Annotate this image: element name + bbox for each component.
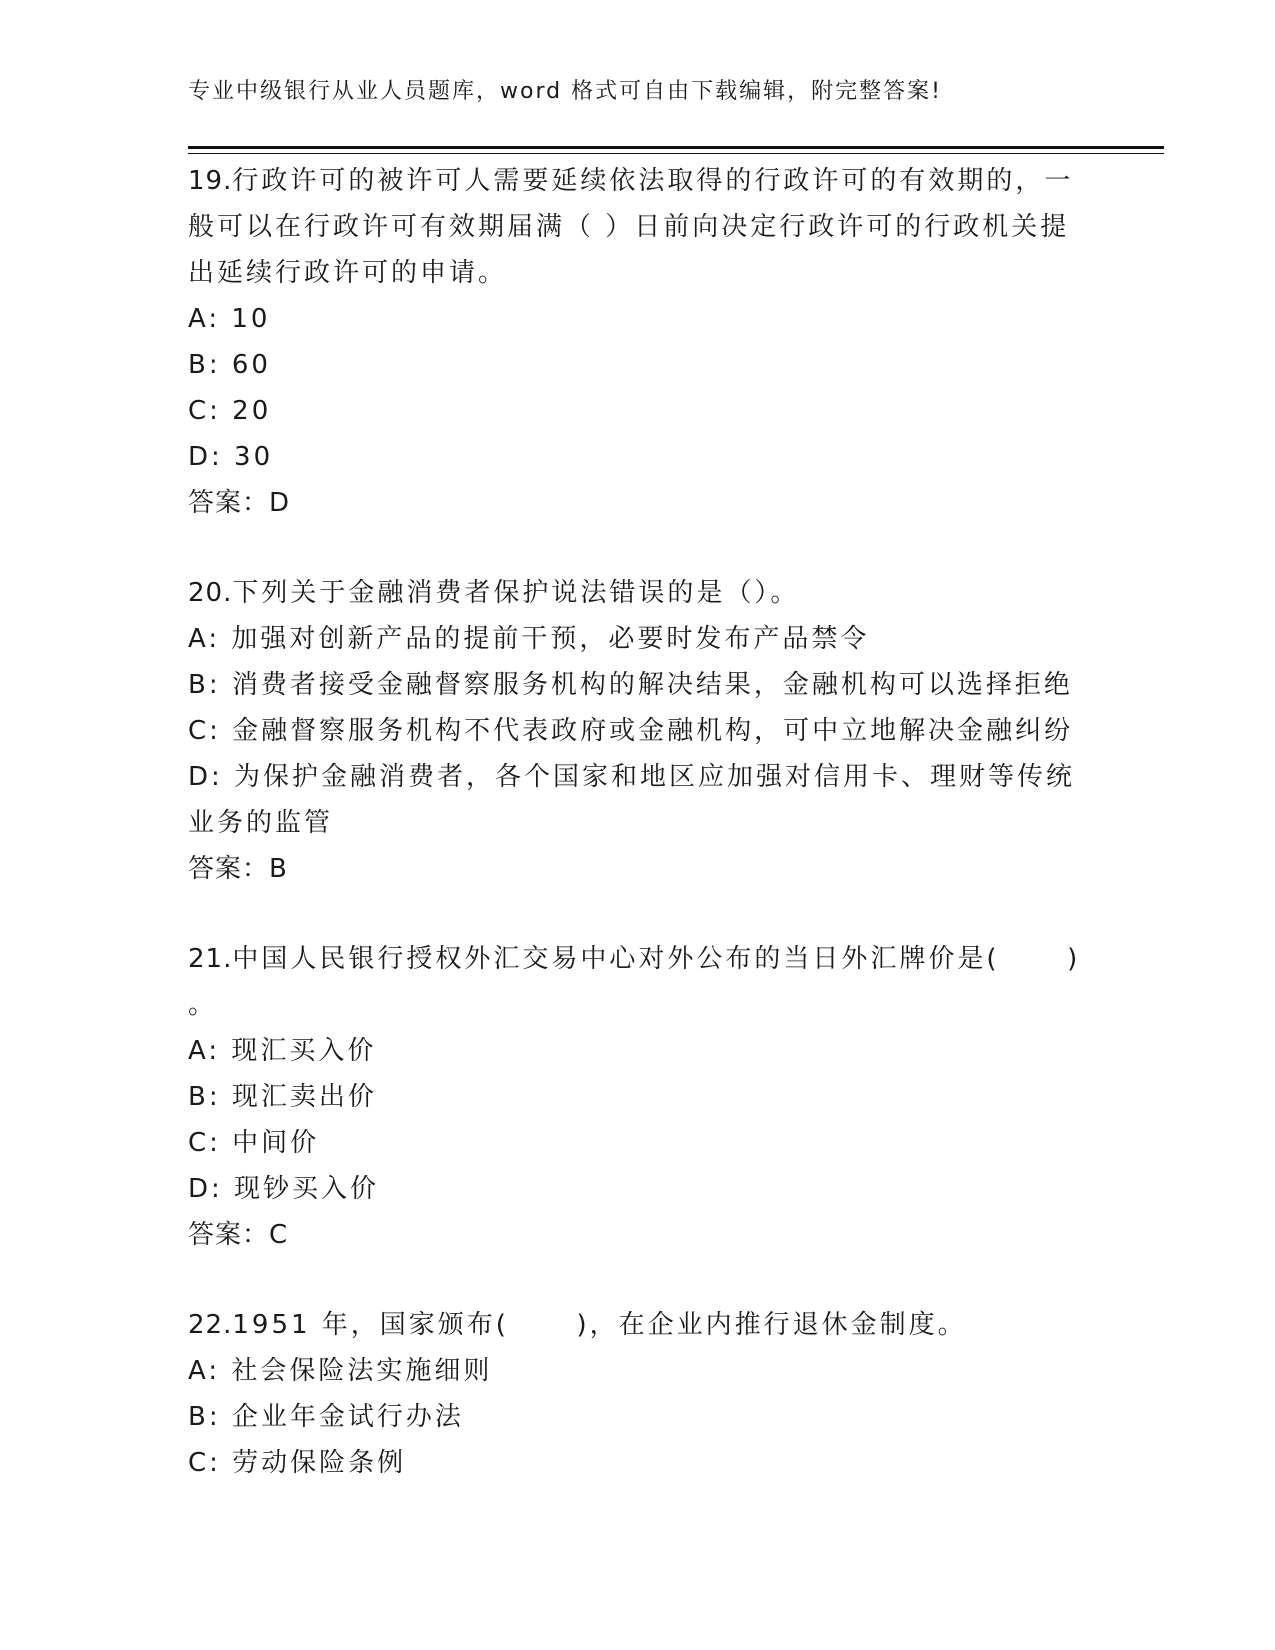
answer-line: [188, 846, 1088, 892]
option-c: C: 劳动保险条例: [188, 1448, 407, 1478]
question-stem-line: 出延续行政许可的申请。: [188, 258, 508, 288]
option-d: D: 30: [188, 442, 274, 472]
option-b: B: 现汇卖出价: [188, 1082, 377, 1112]
question-number: 21.: [188, 944, 233, 974]
option-a: A: 加强对创新产品的提前干预，必要时发布产品禁令: [188, 624, 870, 654]
option-c: C: 中间价: [188, 1128, 320, 1158]
answer-value: B: [269, 854, 288, 884]
answer-line: [188, 1212, 1088, 1258]
header-rule-thick: [188, 146, 1164, 149]
option-c: C: 金融督察服务机构不代表政府或金融机构，可中立地解决金融纠纷: [188, 716, 1074, 746]
option-d: D: 为保护金融消费者，各个国家和地区应加强对信用卡、理财等传统: [188, 762, 1076, 792]
question-stem-text: 行政许可的被许可人需要延续依法取得的行政许可的有效期的，一: [232, 166, 1074, 196]
question-stem-line: [188, 158, 1088, 204]
option-b: B: 60: [188, 350, 271, 380]
question-20: [188, 570, 1088, 892]
option-a: A: 10: [188, 304, 271, 334]
header-rule-thin: [188, 153, 1164, 154]
question-stem-text: 中国人民银行授权外汇交易中心对外公布的当日外汇牌价是( ): [232, 944, 1081, 974]
question-stem-line: [188, 570, 1088, 616]
option-a: A: 社会保险法实施细则: [188, 1356, 493, 1386]
question-stem-text: 1951 年，国家颁布( )，在企业内推行退休金制度。: [232, 1310, 967, 1340]
question-stem-line: [188, 936, 1088, 982]
question-number: 19.: [188, 166, 233, 196]
question-21: [188, 936, 1088, 1258]
answer-label: 答案：: [188, 854, 270, 884]
question-stem-text: 下列关于金融消费者保护说法错误的是（）。: [232, 578, 800, 608]
question-19: [188, 158, 1088, 526]
answer-value: C: [269, 1220, 289, 1250]
header-note: 专业中级银行从业人员题库，word 格式可自由下载编辑，附完整答案!: [188, 79, 942, 104]
question-stem-line: 。: [188, 990, 218, 1020]
option-d: D: 现钞买入价: [188, 1174, 380, 1204]
question-list: [188, 158, 1088, 1530]
answer-label: 答案：: [188, 488, 270, 518]
option-d-continued: 业务的监管: [188, 808, 334, 838]
question-number: 22.: [188, 1310, 233, 1340]
answer-value: D: [269, 488, 291, 518]
option-b: B: 消费者接受金融督察服务机构的解决结果，金融机构可以选择拒绝: [188, 670, 1073, 700]
option-c: C: 20: [188, 396, 272, 426]
question-stem-line: [188, 1302, 1088, 1348]
answer-label: 答案：: [188, 1220, 270, 1250]
option-b: B: 企业年金试行办法: [188, 1402, 464, 1432]
question-22: [188, 1302, 1088, 1486]
question-number: 20.: [188, 578, 233, 608]
option-a: A: 现汇买入价: [188, 1036, 377, 1066]
question-stem-line: 般可以在行政许可有效期届满（ ）日前向决定行政许可的行政机关提: [188, 212, 1070, 242]
answer-line: [188, 480, 1088, 526]
